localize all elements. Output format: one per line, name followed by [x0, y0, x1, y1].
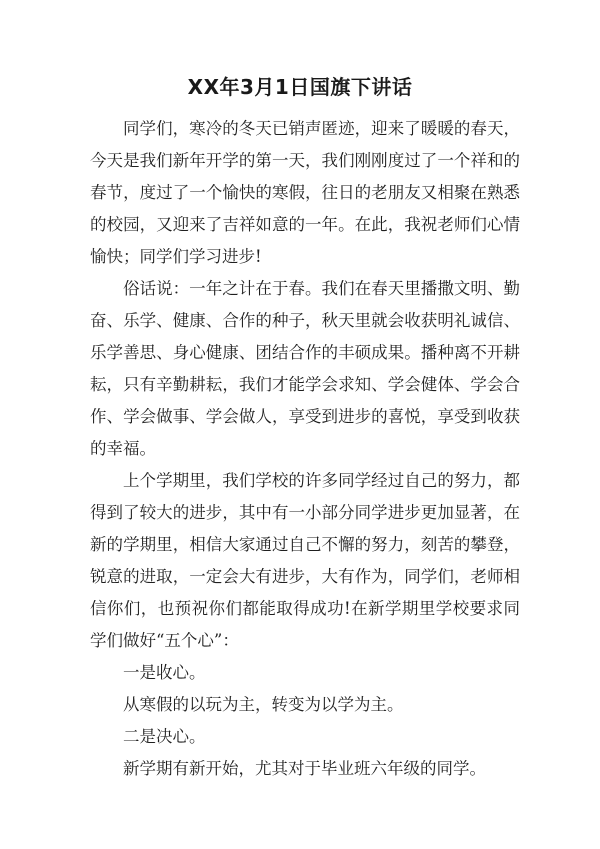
document-body [90, 113, 520, 785]
paragraph-greeting: 同学们，寒冷的冬天已销声匿迹，迎来了暖暖的春天，今天是我们新年开学的第一天，我们刚刚度过了一个祥和的春节，度过了一个愉快的寒假，往日的老朋友又相聚在熟悉的校园，又迎来了吉祥如意的一年。在此，我祝老师们心情愉快；同学们学习进步! [90, 119, 520, 266]
paragraph-point-one: 一是收心。 [123, 663, 206, 682]
paragraph-point-one-detail: 从寒假的以玩为主，转变为以学为主。 [123, 695, 404, 714]
paragraph-point-two: 二是决心。 [123, 727, 206, 746]
paragraph-last-semester: 上个学期里，我们学校的许多同学经过自己的努力，都得到了较大的进步，其中有一小部分同学进步更加显著，在新的学期里，相信大家通过自己不懈的努力，刻苦的攀登，锐意的进取，一定会大有进步，大有作为，同学们，老师相信你们，也预祝你们都能取得成功!在新学期里学校要求同学们做好“五个心”： [90, 471, 520, 650]
paragraph-point-two-detail: 新学期有新开始，尤其对于毕业班六年级的同学。 [123, 759, 486, 778]
paragraph-proverb: 俗话说：一年之计在于春。我们在春天里播撒文明、勤奋、乐学、健康、合作的种子，秋天里就会收获明礼诚信、乐学善思、身心健康、团结合作的丰硕成果。播种离不开耕耘，只有辛勤耕耘，我们才能学会求知、学会健体、学会合作、学会做事、学会做人，享受到进步的喜悦，享受到收获的幸福。 [90, 279, 520, 458]
document-title: XX年3月1日国旗下讲话 [187, 75, 413, 99]
